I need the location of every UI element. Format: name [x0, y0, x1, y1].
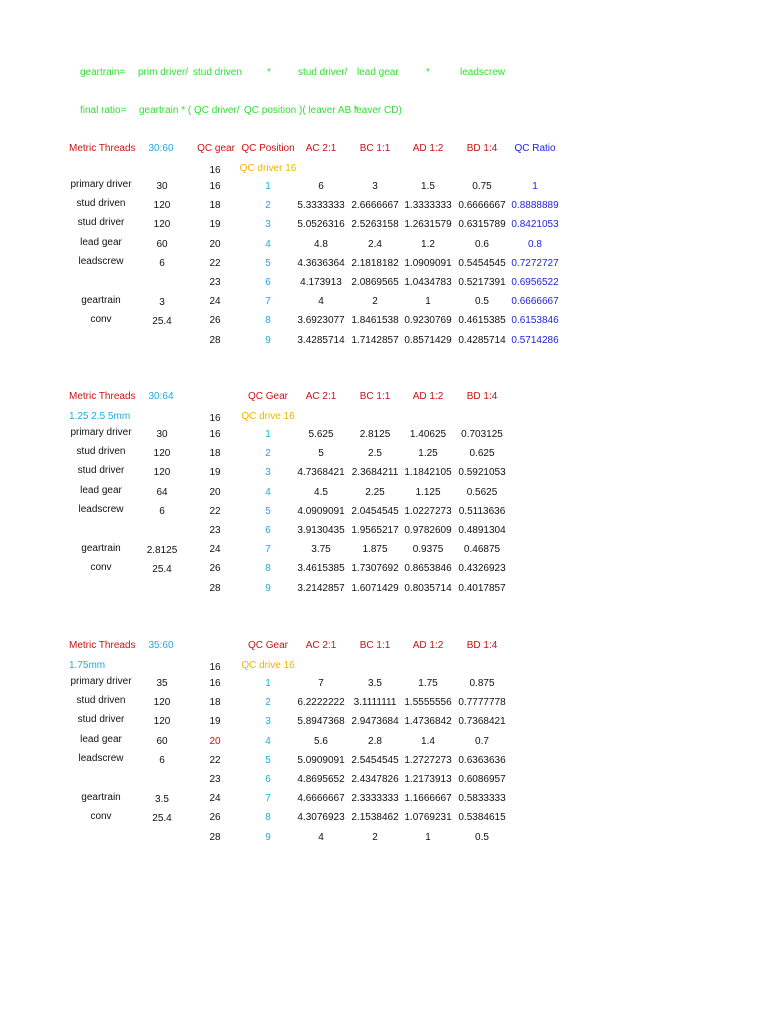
table-cell-ac: 4 — [318, 831, 324, 843]
table-cell-bd: 0.625 — [469, 448, 495, 460]
formula-term: leaver CD) — [354, 105, 402, 116]
qc-driver-gear: 16 — [209, 165, 221, 176]
table-cell-qc-gear: 16 — [209, 181, 221, 192]
param-label: lead gear — [80, 236, 122, 248]
table-cell-qc-gear: 28 — [209, 582, 221, 594]
table-cell-bc: 2.5454545 — [351, 754, 399, 766]
table-cell-bc: 2.0869565 — [351, 277, 399, 288]
table-cell-qc-gear: 22 — [209, 257, 221, 269]
table-cell-ad: 1.4736842 — [404, 716, 452, 728]
table-cell-qc-position: 4 — [265, 735, 271, 747]
table-cell-ac: 4.173913 — [300, 277, 342, 288]
table-cell-ad: 1.5 — [421, 181, 435, 192]
param-value: 3.5 — [155, 794, 169, 806]
param-label: conv — [90, 314, 112, 326]
table-cell-qc-position: 7 — [265, 544, 271, 556]
table-cell-ad: 1.125 — [415, 486, 441, 498]
table-cell-bd: 0.7777778 — [458, 697, 506, 709]
param-label: conv — [90, 562, 112, 574]
column-header-bc: BC 1:1 — [359, 391, 391, 402]
table-cell-bd: 0.4891304 — [458, 525, 506, 536]
table-cell-ac: 6.2222222 — [297, 697, 345, 709]
table-cell-ac: 4 — [318, 296, 324, 308]
param-label: primary driver — [70, 179, 132, 190]
section-ratio: 30:64 — [148, 391, 174, 402]
table-cell-ac: 5.6 — [314, 735, 328, 747]
table-cell-bc: 2.3684211 — [351, 467, 399, 479]
formula-term: QC driver/ — [194, 105, 240, 116]
table-cell-bd: 0.5454545 — [458, 257, 506, 269]
param-value: 120 — [153, 467, 171, 479]
table-cell-ac: 4.0909091 — [297, 505, 345, 517]
table-cell-bd: 0.7 — [475, 735, 489, 747]
table-cell-qc-gear: 18 — [209, 448, 221, 460]
qc-driver-label: QC drive 16 — [241, 660, 295, 671]
param-value: 120 — [153, 200, 171, 212]
section-title: Metric Threads — [69, 640, 136, 651]
table-cell-ac: 3.75 — [311, 544, 331, 556]
table-cell-ad: 1.0227273 — [404, 505, 452, 517]
table-cell-bc: 2.1818182 — [351, 257, 399, 269]
table-cell-ac: 5.3333333 — [297, 200, 345, 212]
table-cell-qc-ratio: 0.7272727 — [511, 257, 559, 269]
table-cell-ad: 1.1666667 — [404, 793, 452, 805]
table-cell-qc-position: 4 — [265, 486, 271, 498]
table-cell-qc-position: 4 — [265, 238, 271, 250]
param-label: stud driver — [77, 714, 125, 726]
param-label: leadscrew — [78, 255, 124, 267]
table-cell-ad: 0.9230769 — [404, 315, 452, 327]
param-label: primary driver — [70, 676, 132, 687]
column-header-qc-ratio: QC Ratio — [514, 143, 556, 154]
param-label: lead gear — [80, 733, 122, 745]
table-cell-bd: 0.4285714 — [458, 334, 506, 346]
table-cell-qc-ratio: 0.6956522 — [511, 277, 559, 288]
param-value: 35 — [156, 678, 168, 689]
table-cell-bd: 0.875 — [469, 678, 495, 689]
formula-term: QC position )( leaver AB * — [244, 105, 358, 116]
table-cell-ad: 0.9375 — [412, 544, 444, 556]
table-cell-qc-position: 6 — [265, 277, 271, 288]
column-header-bd: BD 1:4 — [466, 143, 498, 154]
table-cell-ad: 1.75 — [418, 678, 438, 689]
table-cell-ad: 1.1842105 — [404, 467, 452, 479]
param-label: stud driven — [76, 198, 126, 210]
table-cell-bd: 0.6086957 — [458, 774, 506, 785]
table-cell-qc-gear: 23 — [209, 525, 221, 536]
column-header-bd: BD 1:4 — [466, 640, 498, 651]
param-value: 30 — [156, 181, 168, 192]
table-cell-bd: 0.5 — [475, 296, 489, 308]
param-value: 120 — [153, 219, 171, 231]
table-cell-qc-gear: 28 — [209, 831, 221, 843]
table-cell-ac: 3.9130435 — [297, 525, 345, 536]
table-cell-qc-ratio: 1 — [532, 181, 538, 192]
table-cell-ac: 3.4615385 — [297, 563, 345, 575]
param-value: 3 — [159, 297, 165, 309]
param-label: leadscrew — [78, 752, 124, 764]
table-cell-qc-gear: 16 — [209, 429, 221, 440]
column-header-ac: AC 2:1 — [305, 143, 337, 154]
table-cell-qc-position: 9 — [265, 831, 271, 843]
table-cell-bc: 1.6071429 — [351, 582, 399, 594]
table-cell-qc-gear: 16 — [209, 678, 221, 689]
formula-term: stud driven — [193, 67, 242, 78]
param-label: leadscrew — [78, 503, 124, 515]
qc-driver-label: QC driver 16 — [239, 163, 297, 174]
param-value: 120 — [153, 716, 171, 728]
table-cell-qc-ratio: 0.8 — [528, 238, 542, 250]
table-cell-bd: 0.4326923 — [458, 563, 506, 575]
param-value: 6 — [159, 754, 165, 766]
table-cell-bc: 2 — [372, 296, 378, 308]
table-cell-ad: 0.8571429 — [404, 334, 452, 346]
table-cell-bc: 2.5 — [368, 448, 382, 460]
table-cell-qc-gear: 20 — [209, 486, 221, 498]
table-cell-qc-position: 1 — [265, 429, 271, 440]
table-cell-qc-gear: 23 — [209, 774, 221, 785]
param-value: 2.8125 — [146, 545, 178, 557]
param-label: lead gear — [80, 484, 122, 496]
table-cell-bd: 0.6315789 — [458, 219, 506, 231]
column-header-qc-gear: QC Gear — [247, 640, 289, 651]
param-label: geartrain — [81, 543, 121, 555]
formula-term: prim driver/ — [138, 67, 189, 78]
table-cell-qc-position: 5 — [265, 754, 271, 766]
table-cell-bc: 1.7142857 — [351, 334, 399, 346]
column-header-qc-gear: QC gear — [197, 143, 235, 154]
param-label: conv — [90, 811, 112, 823]
qc-driver-label: QC drive 16 — [241, 411, 295, 422]
table-cell-ad: 1.0434783 — [404, 277, 452, 288]
qc-driver-gear: 16 — [209, 662, 221, 673]
table-cell-qc-position: 2 — [265, 697, 271, 709]
table-cell-bc: 2.4347826 — [351, 774, 399, 785]
table-cell-bc: 1.875 — [362, 544, 388, 556]
table-cell-qc-gear: 24 — [209, 793, 221, 805]
param-value: 64 — [156, 486, 168, 498]
column-header-bc: BC 1:1 — [359, 640, 391, 651]
table-cell-bc: 1.7307692 — [351, 563, 399, 575]
param-label: stud driven — [76, 446, 126, 458]
table-cell-ac: 3.2142857 — [297, 582, 345, 594]
formula-term: * — [267, 67, 271, 78]
table-cell-bd: 0.5921053 — [458, 467, 506, 479]
section-ratio: 35:60 — [148, 640, 174, 651]
table-cell-bd: 0.4615385 — [458, 315, 506, 327]
param-value: 25.4 — [152, 813, 172, 825]
formula-term: lead gear — [357, 67, 399, 78]
table-cell-bd: 0.7368421 — [458, 716, 506, 728]
column-header-bd: BD 1:4 — [466, 391, 498, 402]
table-cell-qc-gear: 18 — [209, 697, 221, 709]
table-cell-ad: 1.0909091 — [404, 257, 452, 269]
table-cell-ac: 4.5 — [314, 486, 328, 498]
table-cell-bd: 0.5113636 — [458, 505, 506, 517]
table-cell-bc: 2.6666667 — [351, 200, 399, 212]
table-cell-qc-position: 6 — [265, 525, 271, 536]
table-cell-ac: 5 — [318, 448, 324, 460]
table-cell-ad: 1.2173913 — [404, 774, 452, 785]
section-title: Metric Threads — [69, 391, 136, 402]
table-cell-ac: 6 — [318, 181, 324, 192]
table-cell-qc-gear: 24 — [209, 296, 221, 308]
table-cell-bc: 1.9565217 — [351, 525, 399, 536]
param-label: stud driver — [77, 465, 125, 477]
table-cell-bd: 0.4017857 — [458, 582, 506, 594]
table-cell-ac: 4.7368421 — [297, 467, 345, 479]
param-value: 30 — [156, 429, 168, 440]
table-cell-bd: 0.6666667 — [458, 200, 506, 212]
table-cell-ad: 1.2727273 — [404, 754, 452, 766]
table-cell-ad: 1.0769231 — [404, 812, 452, 824]
table-cell-bd: 0.6 — [475, 238, 489, 250]
table-cell-qc-position: 2 — [265, 448, 271, 460]
table-cell-qc-gear: 26 — [209, 315, 221, 327]
param-value: 120 — [153, 448, 171, 460]
table-cell-bc: 2.0454545 — [351, 505, 399, 517]
table-cell-qc-ratio: 0.6666667 — [511, 296, 559, 308]
column-header-ad: AD 1:2 — [412, 391, 444, 402]
table-cell-ad: 1.25 — [418, 448, 438, 460]
table-cell-bc: 3.5 — [368, 678, 382, 689]
column-header-ac: AC 2:1 — [305, 391, 337, 402]
table-cell-qc-position: 3 — [265, 716, 271, 728]
param-value: 6 — [159, 505, 165, 517]
table-cell-qc-position: 3 — [265, 467, 271, 479]
formula-term: stud driver/ — [298, 67, 348, 78]
table-cell-bd: 0.75 — [472, 181, 492, 192]
table-cell-bc: 3 — [372, 181, 378, 192]
section-subtitle: 1.75mm — [69, 660, 106, 671]
table-cell-qc-position: 8 — [265, 315, 271, 327]
table-cell-bc: 2.5263158 — [351, 219, 399, 231]
table-cell-ac: 3.6923077 — [297, 315, 345, 327]
table-cell-ac: 7 — [318, 678, 324, 689]
column-header-ad: AD 1:2 — [412, 640, 444, 651]
column-header-qc-gear: QC Gear — [247, 391, 289, 402]
table-cell-bc: 2.8 — [368, 735, 382, 747]
column-header-qc-position: QC Position — [241, 143, 295, 154]
param-value: 6 — [159, 257, 165, 269]
param-value: 25.4 — [152, 316, 172, 328]
table-cell-qc-gear: 26 — [209, 563, 221, 575]
table-cell-qc-position: 8 — [265, 812, 271, 824]
table-cell-ac: 4.8695652 — [297, 774, 345, 785]
table-cell-ad: 1 — [425, 296, 431, 308]
table-cell-bc: 2.1538462 — [351, 812, 399, 824]
qc-driver-gear: 16 — [209, 413, 221, 424]
table-cell-qc-position: 5 — [265, 505, 271, 517]
table-cell-qc-position: 3 — [265, 219, 271, 231]
table-cell-bc: 1.8461538 — [351, 315, 399, 327]
table-cell-qc-gear: 19 — [209, 219, 221, 231]
table-cell-ac: 4.3636364 — [297, 257, 345, 269]
table-cell-ac: 5.0526316 — [297, 219, 345, 231]
table-cell-qc-position: 9 — [265, 334, 271, 346]
table-cell-bd: 0.5 — [475, 831, 489, 843]
table-cell-ac: 5.8947368 — [297, 716, 345, 728]
table-cell-qc-gear: 28 — [209, 334, 221, 346]
table-cell-qc-ratio: 0.8421053 — [511, 219, 559, 231]
table-cell-bc: 2.25 — [365, 486, 385, 498]
table-cell-qc-gear: 18 — [209, 200, 221, 212]
table-cell-ad: 1.3333333 — [404, 200, 452, 212]
param-label: stud driven — [76, 695, 126, 707]
table-cell-ac: 3.4285714 — [297, 334, 345, 346]
table-cell-ad: 1.2 — [421, 238, 435, 250]
table-cell-bc: 2.4 — [368, 238, 382, 250]
formula-term: geartrain * ( — [139, 105, 192, 116]
table-cell-qc-ratio: 0.8888889 — [511, 200, 559, 212]
table-cell-bc: 2 — [372, 831, 378, 843]
table-cell-qc-position: 8 — [265, 563, 271, 575]
table-cell-bc: 2.8125 — [359, 429, 391, 440]
table-cell-bd: 0.703125 — [461, 429, 503, 440]
table-cell-qc-position: 6 — [265, 774, 271, 785]
column-header-ad: AD 1:2 — [412, 143, 444, 154]
table-cell-ac: 5.0909091 — [297, 754, 345, 766]
table-cell-qc-gear: 26 — [209, 812, 221, 824]
param-label: geartrain — [81, 295, 121, 307]
table-cell-bd: 0.6363636 — [458, 754, 506, 766]
table-cell-ad: 1.5555556 — [404, 697, 452, 709]
table-cell-bd: 0.46875 — [463, 544, 501, 556]
table-cell-qc-position: 1 — [265, 181, 271, 192]
table-cell-ac: 4.6666667 — [297, 793, 345, 805]
table-cell-qc-gear: 24 — [209, 544, 221, 556]
section-subtitle: 1.25 2.5 5mm — [69, 411, 131, 422]
param-value: 60 — [156, 735, 168, 747]
table-cell-qc-gear: 19 — [209, 716, 221, 728]
param-label: geartrain — [81, 792, 121, 804]
table-cell-qc-position: 2 — [265, 200, 271, 212]
table-cell-bd: 0.5384615 — [458, 812, 506, 824]
table-cell-ac: 4.8 — [314, 238, 328, 250]
table-cell-qc-gear: 23 — [209, 277, 221, 288]
table-cell-qc-position: 1 — [265, 678, 271, 689]
table-cell-qc-gear: 22 — [209, 754, 221, 766]
table-cell-ad: 1.40625 — [409, 429, 447, 440]
table-cell-ad: 0.9782609 — [404, 525, 452, 536]
table-cell-ad: 1 — [425, 831, 431, 843]
column-header-bc: BC 1:1 — [359, 143, 391, 154]
table-cell-ac: 4.3076923 — [297, 812, 345, 824]
formula-term: final ratio= — [80, 105, 127, 116]
table-cell-bd: 0.5833333 — [458, 793, 506, 805]
table-cell-ad: 1.2631579 — [404, 219, 452, 231]
table-cell-bc: 2.3333333 — [351, 793, 399, 805]
param-value: 120 — [153, 697, 171, 709]
section-ratio: 30:60 — [148, 143, 174, 154]
formula-term: geartrain= — [80, 67, 126, 78]
table-cell-qc-gear: 20 — [209, 238, 221, 250]
table-cell-qc-ratio: 0.5714286 — [511, 334, 559, 346]
table-cell-qc-position: 5 — [265, 257, 271, 269]
table-cell-qc-position: 9 — [265, 582, 271, 594]
table-cell-ac: 5.625 — [308, 429, 334, 440]
table-cell-ad: 0.8653846 — [404, 563, 452, 575]
param-label: primary driver — [70, 427, 132, 438]
table-cell-bc: 3.1111111 — [353, 697, 397, 709]
section-title: Metric Threads — [69, 143, 136, 154]
table-cell-qc-position: 7 — [265, 296, 271, 308]
param-value: 25.4 — [152, 564, 172, 576]
table-cell-qc-gear: 22 — [209, 505, 221, 517]
table-cell-ad: 1.4 — [421, 735, 435, 747]
formula-term: * — [426, 67, 430, 78]
column-header-ac: AC 2:1 — [305, 640, 337, 651]
table-cell-qc-gear: 19 — [209, 467, 221, 479]
table-cell-qc-ratio: 0.6153846 — [511, 315, 559, 327]
table-cell-qc-gear: 20 — [209, 735, 221, 747]
table-cell-bd: 0.5217391 — [458, 277, 506, 288]
param-value: 60 — [156, 238, 168, 250]
table-cell-bd: 0.5625 — [466, 486, 498, 498]
table-cell-bc: 2.9473684 — [351, 716, 399, 728]
formula-term: leadscrew — [460, 67, 506, 78]
table-cell-qc-position: 7 — [265, 793, 271, 805]
table-cell-ad: 0.8035714 — [404, 582, 452, 594]
param-label: stud driver — [77, 217, 125, 229]
